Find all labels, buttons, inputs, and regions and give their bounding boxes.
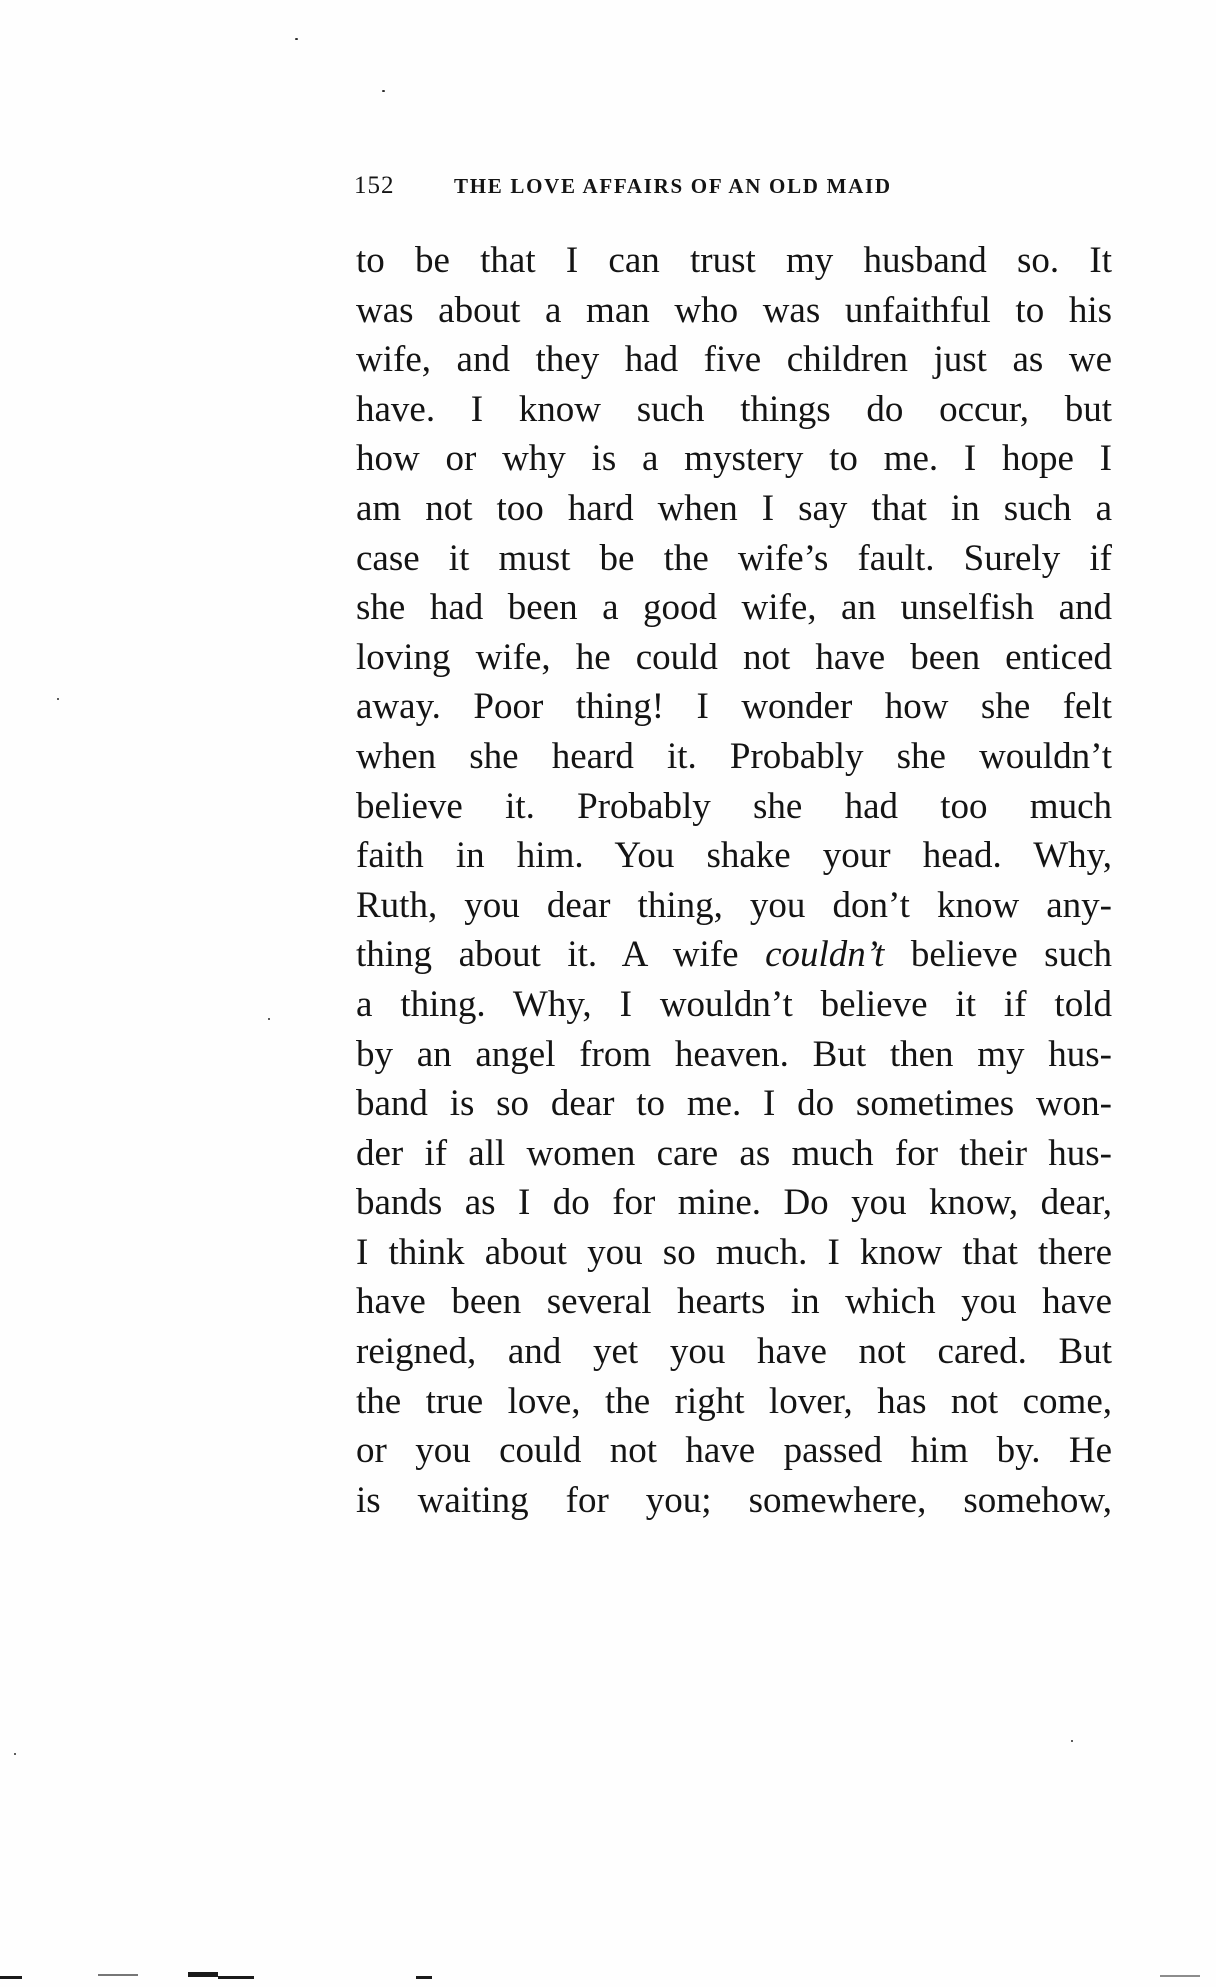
text-line: have been several hearts in which you have: [356, 1281, 1112, 1323]
scan-edge-mark: [218, 1976, 254, 1979]
scan-edge-mark: [98, 1974, 138, 1976]
text-line: Ruth, you dear thing, you don’t know any-: [356, 884, 1112, 926]
italic-word: couldn’t: [765, 934, 885, 976]
text-line: case it must be the wife’s fault. Surely if: [356, 537, 1112, 579]
text-line: reigned, and yet you have not cared. But: [356, 1331, 1112, 1373]
running-title: THE LOVE AFFAIRS OF AN OLD MAID: [454, 174, 892, 198]
text-line: der if all women care as much for their hus-: [356, 1132, 1112, 1174]
text-line: faith in him. You shake your head. Why,: [356, 835, 1112, 877]
text-line: wife, and they had five children just as we: [356, 339, 1112, 381]
scan-speck: [57, 698, 59, 700]
scan-edge-mark: [1160, 1975, 1200, 1977]
running-head: [354, 170, 1114, 202]
text-line: believe it. Probably she had too much: [356, 785, 1112, 827]
line-segment: thing about it. A wife: [356, 934, 739, 976]
text-line: loving wife, he could not have been enticed: [356, 636, 1112, 678]
text-line: or you could not have passed him by. He: [356, 1430, 1112, 1472]
text-line: band is so dear to me. I do sometimes won-: [356, 1083, 1112, 1125]
text-line: how or why is a mystery to me. I hope I: [356, 438, 1112, 480]
scan-speck: [382, 90, 385, 92]
text-line: is waiting for you; somewhere, somehow,: [356, 1479, 1112, 1521]
page-number: 152: [354, 172, 395, 199]
text-line: when she heard it. Probably she wouldn’t: [356, 735, 1112, 777]
text-line-with-italic: [356, 930, 1112, 980]
text-line: bands as I do for mine. Do you know, dear,: [356, 1182, 1112, 1224]
line-segment: believe such: [910, 934, 1113, 976]
scan-speck: [14, 1753, 16, 1755]
scan-edge-mark: [0, 1976, 22, 1979]
body-text: [356, 236, 1112, 1525]
scan-edge-mark: [416, 1976, 432, 1979]
scan-edge-mark: [188, 1972, 218, 1977]
scan-speck: [1071, 1740, 1073, 1742]
text-line: was about a man who was unfaithful to his: [356, 289, 1112, 331]
text-line: she had been a good wife, an unselfish and: [356, 587, 1112, 629]
text-line: by an angel from heaven. But then my hus-: [356, 1033, 1112, 1075]
text-line: am not too hard when I say that in such a: [356, 487, 1112, 529]
text-line: have. I know such things do occur, but: [356, 388, 1112, 430]
text-line: a thing. Why, I wouldn’t believe it if told: [356, 983, 1112, 1025]
text-line: I think about you so much. I know that there: [356, 1231, 1112, 1273]
scan-speck: [268, 1018, 270, 1020]
text-line: away. Poor thing! I wonder how she felt: [356, 686, 1112, 728]
text-line: the true love, the right lover, has not come,: [356, 1380, 1112, 1422]
scan-speck: [295, 38, 298, 40]
text-line: to be that I can trust my husband so. It: [356, 240, 1112, 281]
